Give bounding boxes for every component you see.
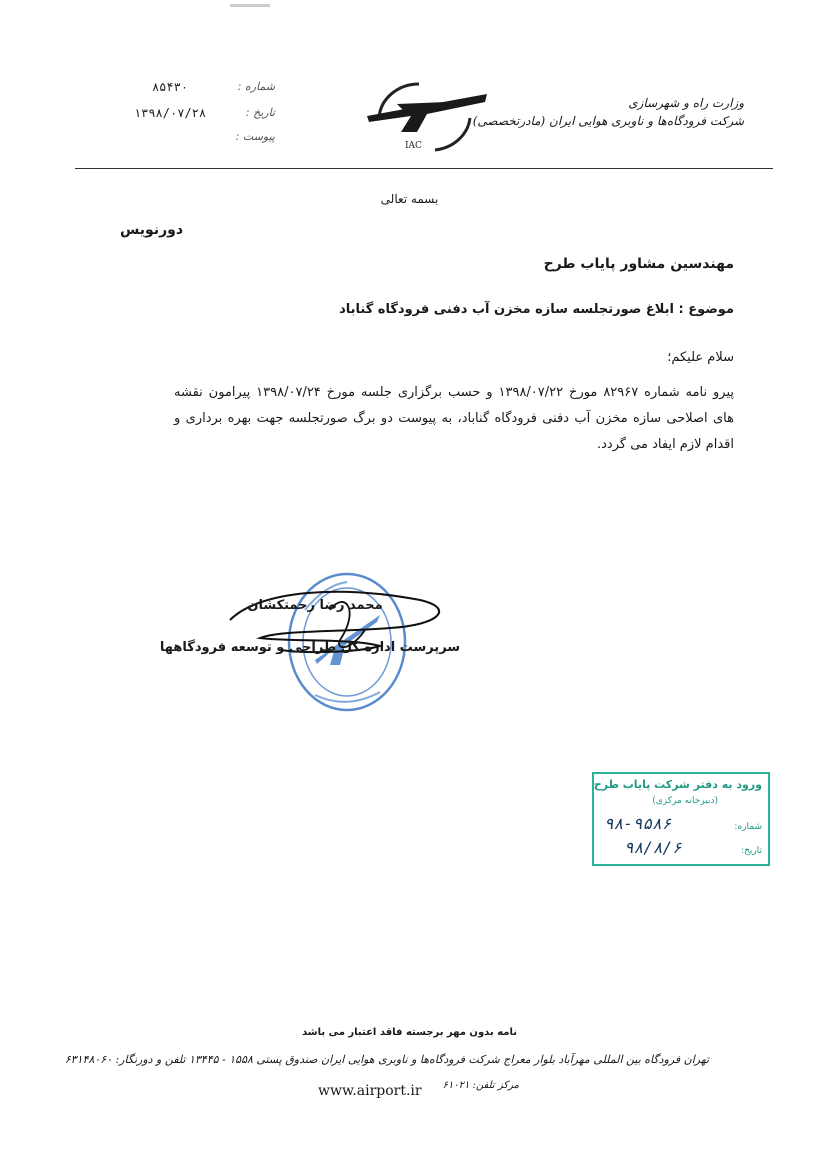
copy-label: دورنویس <box>120 222 184 238</box>
date-value: ۱۳۹۸/۰۷/۲۸ <box>133 106 207 120</box>
footer-website[interactable]: www.airport.ir <box>318 1083 422 1099</box>
received-number-label: شماره: <box>734 822 762 832</box>
date-label: تاریخ : <box>245 106 275 119</box>
footer-validity-note: نامه بدون مهر برجسته فاقد اعتبار می باشد <box>302 1027 517 1038</box>
greeting: سلام علیکم؛ <box>667 350 734 365</box>
number-field <box>115 80 275 102</box>
number-value: ۸۵۴۳۰ <box>151 80 189 94</box>
basmala: بسمه تعالی <box>380 192 439 206</box>
footer-address: تهران فرودگاه بین المللی مهرآباد بلوار معراج شرکت فرودگاه‌ها و ناوبری هوایی ایران صندوق پستی ۱۵۵۸ - ۱۳۴۴۵ تلفن و دورنگار: ۶۳۱۴۸۰۶۰ <box>64 1053 709 1066</box>
header-divider <box>75 168 773 169</box>
attachment-field <box>115 130 275 152</box>
logo-text: IAC <box>405 141 422 151</box>
received-number-value: ۹۸-۹۵۸۶ <box>604 814 672 833</box>
letter-body: پیرو نامه شماره ۸۲۹۶۷ مورخ ۱۳۹۸/۰۷/۲۲ و حسب برگزاری جلسه مورخ ۱۳۹۸/۰۷/۲۴ پیرامون نقشه های اصلاحی سازه مخزن آب دفنی فرودگاه گناباد، به پیوست دو برگ صورتجلسه جهت بهره برداری و اقدام لازم ایفاد می گردد. <box>174 385 734 452</box>
signer-name: محمد رضا رحمتکشان <box>247 598 383 613</box>
ministry-name: وزارت راه و شهرسازی <box>628 96 744 110</box>
date-field <box>115 106 275 128</box>
received-date-value: ۹۸/۸/۶ <box>624 838 682 857</box>
number-label: شماره : <box>237 80 275 93</box>
company-name: شرکت فرودگاه‌ها و ناوبری هوایی ایران (مادرتخصصی) <box>472 114 744 128</box>
subject-line: موضوع : ابلاغ صورتجلسه سازه مخزن آب دفنی فرودگاه گناباد <box>339 302 734 317</box>
received-stamp-title: ورود به دفتر شرکت پایاب طرح <box>593 778 762 791</box>
attachment-label: پیوست : <box>235 130 275 143</box>
recipient: مهندسین مشاور پایاب طرح <box>543 256 734 272</box>
signer-title: سرپرست اداره کل طراحی و توسعه فرودگاهها <box>159 640 461 655</box>
received-stamp-subtitle: (دبیرخانه مرکزی) <box>652 796 718 806</box>
received-date-label: تاریخ: <box>741 846 762 856</box>
footer-phone-center: مرکز تلفن: ۶۱۰۲۱ <box>442 1080 519 1091</box>
company-logo <box>357 80 492 152</box>
received-stamp <box>592 772 770 866</box>
scan-artifact <box>230 4 270 7</box>
